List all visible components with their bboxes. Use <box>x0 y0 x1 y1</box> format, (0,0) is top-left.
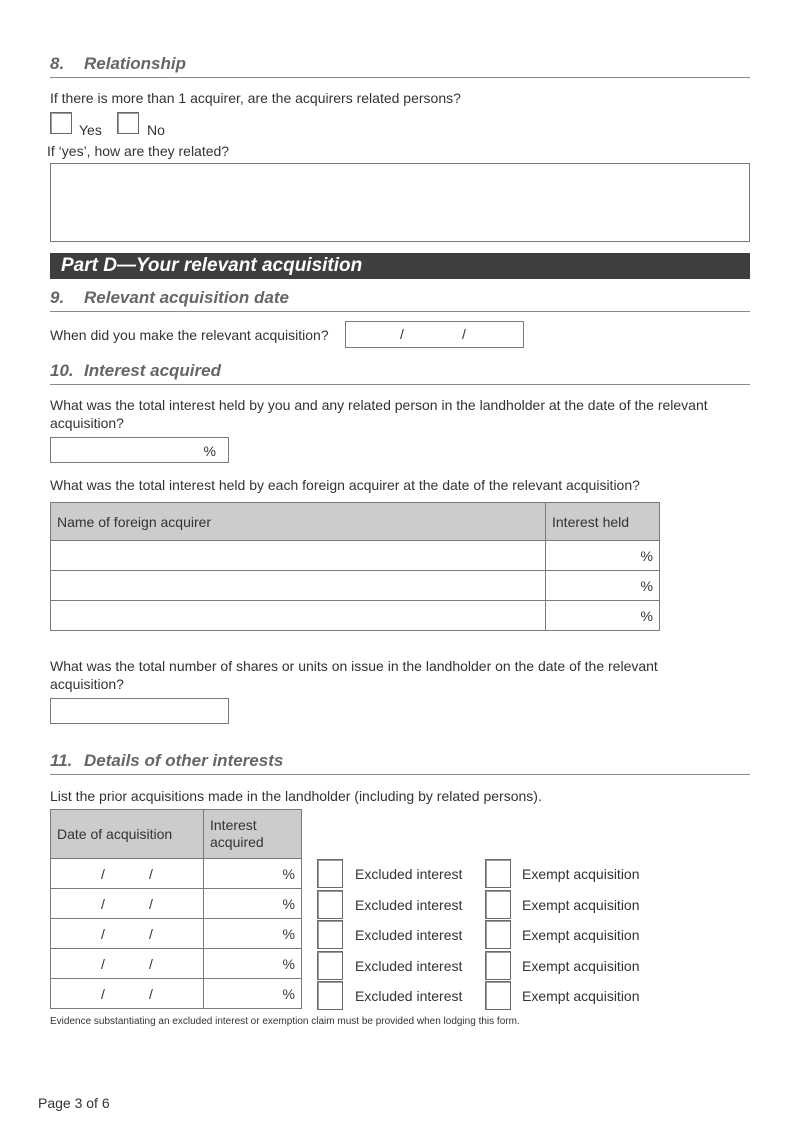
excluded-interest-checkbox[interactable] <box>317 951 343 980</box>
date-separator: / <box>149 955 153 972</box>
exempt-acquisition-label: Exempt acquisition <box>522 897 640 913</box>
date-separator: / <box>462 326 466 342</box>
acquisition-date-cell[interactable] <box>51 859 204 889</box>
exempt-acquisition-label: Exempt acquisition <box>522 988 640 1004</box>
header-line: Interest <box>210 817 257 833</box>
interest-acquired-cell[interactable]: % <box>204 949 302 979</box>
question-line: acquisition? <box>50 415 124 431</box>
date-separator: / <box>149 985 153 1002</box>
relationship-textarea[interactable] <box>50 163 750 242</box>
table-row <box>51 571 660 601</box>
question-line: What was the total interest held by you and any related person in the landholder at the date of the relevant <box>50 397 708 413</box>
date-separator: / <box>149 925 153 942</box>
exempt-acquisition-checkbox[interactable] <box>485 890 511 919</box>
acquisition-date-cell[interactable] <box>51 979 204 1009</box>
interest-held-cell[interactable]: % <box>546 601 660 631</box>
relationship-followup: If ‘yes’, how are they related? <box>47 143 230 159</box>
acquisition-date-question: When did you make the relevant acquisition? <box>50 327 329 343</box>
table-row <box>51 859 302 889</box>
relationship-question: If there is more than 1 acquirer, are the acquirers related persons? <box>50 90 461 106</box>
exempt-acquisition-checkbox[interactable] <box>485 981 511 1010</box>
excluded-interest-label: Excluded interest <box>355 897 463 913</box>
section-11-heading <box>50 751 750 775</box>
section-title: Relevant acquisition date <box>84 288 289 307</box>
date-separator: / <box>400 326 404 342</box>
exempt-acquisition-checkbox[interactable] <box>485 920 511 949</box>
excluded-interest-checkbox[interactable] <box>317 981 343 1010</box>
date-separator: / <box>101 895 105 912</box>
excluded-interest-label: Excluded interest <box>355 958 463 974</box>
interest-acquired-cell[interactable]: % <box>204 979 302 1009</box>
acquirer-name-cell[interactable] <box>51 571 546 601</box>
exempt-acquisition-label: Exempt acquisition <box>522 927 640 943</box>
shares-on-issue-field[interactable] <box>50 698 229 724</box>
table-row <box>51 889 302 919</box>
interest-held-cell[interactable]: % <box>546 571 660 601</box>
shares-question <box>50 657 658 693</box>
page-number: Page 3 of 6 <box>38 1095 110 1111</box>
total-interest-question <box>50 396 708 432</box>
interest-acquired-cell[interactable]: % <box>204 919 302 949</box>
date-separator: / <box>101 985 105 1002</box>
section-number: 11. <box>50 751 73 770</box>
table-row <box>51 601 660 631</box>
column-header-date: Date of acquisition <box>51 810 204 859</box>
foreign-acquirer-question: What was the total interest held by each foreign acquirer at the date of the relevant acquisition? <box>50 477 640 493</box>
interest-held-cell[interactable]: % <box>546 541 660 571</box>
footnote: Evidence substantiating an excluded interest or exemption claim must be provided when lodging this form. <box>50 1016 520 1027</box>
total-interest-field[interactable] <box>50 437 229 463</box>
table-row <box>51 919 302 949</box>
interest-acquired-cell[interactable]: % <box>204 889 302 919</box>
question-line: acquisition? <box>50 676 124 692</box>
interest-acquired-cell[interactable]: % <box>204 859 302 889</box>
date-separator: / <box>149 865 153 882</box>
section-title: Details of other interests <box>84 751 284 770</box>
exempt-acquisition-label: Exempt acquisition <box>522 958 640 974</box>
question-line: What was the total number of shares or units on issue in the landholder on the date of the relevant <box>50 658 658 674</box>
prior-acquisitions-question: List the prior acquisitions made in the landholder (including by related persons). <box>50 788 542 804</box>
column-header-interest: Interest held <box>546 503 660 541</box>
section-10-heading <box>50 361 750 385</box>
acquisition-date-field[interactable] <box>345 321 524 348</box>
excluded-interest-label: Excluded interest <box>355 866 463 882</box>
column-header-interest <box>204 810 302 859</box>
date-separator: / <box>149 895 153 912</box>
acquisition-date-cell[interactable] <box>51 889 204 919</box>
acquisition-date-cell[interactable] <box>51 919 204 949</box>
exempt-acquisition-checkbox[interactable] <box>485 859 511 888</box>
yes-label: Yes <box>79 122 102 138</box>
section-number: 8. <box>50 54 65 73</box>
section-number: 9. <box>50 288 65 307</box>
section-title: Relationship <box>84 54 187 73</box>
foreign-acquirer-table <box>50 502 660 631</box>
acquirer-name-cell[interactable] <box>51 541 546 571</box>
percent-sign: % <box>203 443 216 459</box>
acquirer-name-cell[interactable] <box>51 601 546 631</box>
acquisition-date-cell[interactable] <box>51 949 204 979</box>
date-separator: / <box>101 925 105 942</box>
section-8-heading <box>50 54 750 78</box>
header-line: acquired <box>210 834 264 850</box>
excluded-interest-label: Excluded interest <box>355 988 463 1004</box>
excluded-interest-checkbox[interactable] <box>317 920 343 949</box>
column-header-name: Name of foreign acquirer <box>51 503 546 541</box>
table-row <box>51 979 302 1009</box>
excluded-interest-label: Excluded interest <box>355 927 463 943</box>
table-row <box>51 949 302 979</box>
part-d-banner: Part D—Your relevant acquisition <box>50 253 750 279</box>
table-row <box>51 541 660 571</box>
section-9-heading <box>50 288 750 312</box>
section-title: Interest acquired <box>84 361 221 380</box>
date-separator: / <box>101 865 105 882</box>
excluded-interest-checkbox[interactable] <box>317 890 343 919</box>
exempt-acquisition-label: Exempt acquisition <box>522 866 640 882</box>
no-label: No <box>147 122 165 138</box>
section-number: 10. <box>50 361 74 380</box>
no-checkbox[interactable] <box>117 112 139 134</box>
prior-acquisitions-table <box>50 809 302 1009</box>
exempt-acquisition-checkbox[interactable] <box>485 951 511 980</box>
excluded-interest-checkbox[interactable] <box>317 859 343 888</box>
yes-checkbox[interactable] <box>50 112 72 134</box>
date-separator: / <box>101 955 105 972</box>
